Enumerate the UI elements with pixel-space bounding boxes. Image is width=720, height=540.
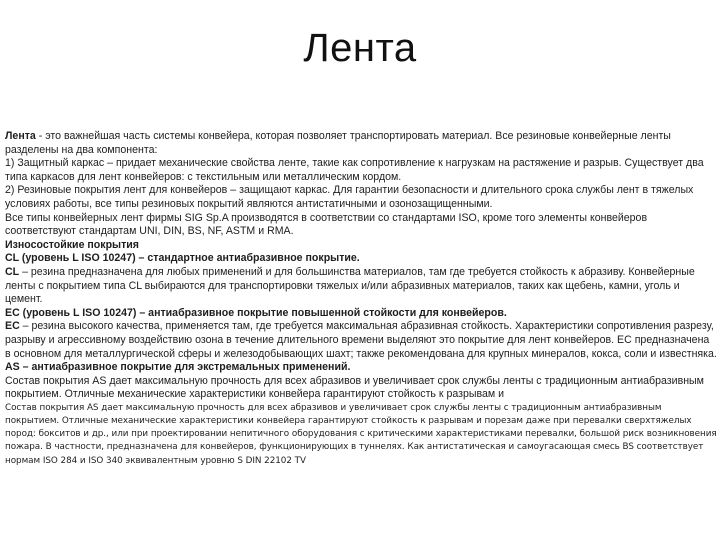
heading-cl-text: CL (уровень L ISO 10247) – стандартное антиабразивное покрытие. <box>5 252 360 265</box>
paragraph-carcass: 1) Защитный каркас – придает механические свойства ленте, такие как сопротивление к нагрузкам на растяжение и разрыв. Существует два типа каркасов для лент конвейеров: с текстильным или металлическим кордом. <box>5 157 704 183</box>
paragraph-rubber-covers: 2) Резиновые покрытия лент для конвейеров – защищают каркас. Для гарантии безопасности и длительного срока службы лент в тяжелых условиях работы, все типы резиновых покрытий являются антистатичными и озонозащищенными. <box>5 184 694 210</box>
term-cl: CL <box>5 265 20 278</box>
heading-as <box>5 361 717 375</box>
heading-wear-resistant <box>5 239 717 253</box>
heading-cl <box>5 252 717 266</box>
term-ec: EC <box>5 320 20 333</box>
paragraph-as-repeat: Состав покрытия AS дает максимальную прочность для всех абразивов и увеличивает срок службы ленты с традиционным антиабразивным покрытием. Отличные механические характеристики конвейера гарантируют стойкость к разрывам и порезам даже при перевалки сверхтяжелых пород: бокситов и др., или при проектировании непитичного оборудования с критическими характеристиками перевалки, большой риск возникновения пожара. В частности, предназначена для конвейеров, функционирующих в туннелях. Как антистатическая и самоугасающая смесь BS соответствует нормам ISO 284 и ISO 340 эквивалентным уровню S DIN 22102 TV <box>5 402 717 466</box>
heading-ec <box>5 307 717 321</box>
slide-title: Лента <box>303 26 417 70</box>
intro-text: - это важнейшая часть системы конвейера, которая позволяет транспортировать материал. Все резиновые конвейерные ленты разделены на два компонента: <box>5 130 671 156</box>
cl-text: – резина предназначена для любых применений и для большинства материалов, там где требуется стойкость к абразиву. Конвейерные ленты с покрытием типа CL выбираются для транспортировки тяжелых и/или абразивных материалов, таких как щебень, камни, уголь и цемент. <box>5 265 695 306</box>
term-lenta: Лента <box>5 130 36 142</box>
ec-text: – резина высокого качества, применяется там, где требуется максимальная абразивная стойкость. Характеристики сопротивления разрезу, разрыву и агрессивному воздействию озона в течение длительного времени выделяют это покрытие для лент конвейеров. EC предназначена в основном для металлургической сферы и железодобывающих шахт; также рекомендована для крупных минералов, кокса, соли и известняка. <box>5 320 717 360</box>
slide-body <box>5 130 717 468</box>
paragraph-as: Состав покрытия AS дает максимальную прочность для всех абразивов и увеличивает срок службы ленты с традиционным антиабразивным покрытием. Отличные механические характеристики конвейера гарантируют стойкость к разрывам и <box>5 374 704 401</box>
paragraph-ec <box>5 320 717 361</box>
heading-ec-text: EC (уровень L ISO 10247) – антиабразивное покрытие повышенной стойкости для конвейеров. <box>5 306 507 319</box>
heading-as-text: AS – антиабразивное покрытие для экстремальных применений. <box>5 361 351 374</box>
paragraph-cl <box>5 266 717 307</box>
heading-wear-resistant-text: Износостойкие покрытия <box>5 238 139 251</box>
paragraph-standards: Все типы конвейерных лент фирмы SIG Sp.A производятся в соответствии со стандартами ISO, кроме того элементы конвейеров соответствуют стандартам UNI, DIN, BS, NF, ASTM и RMA. <box>5 211 648 238</box>
paragraph-intro <box>5 130 717 157</box>
